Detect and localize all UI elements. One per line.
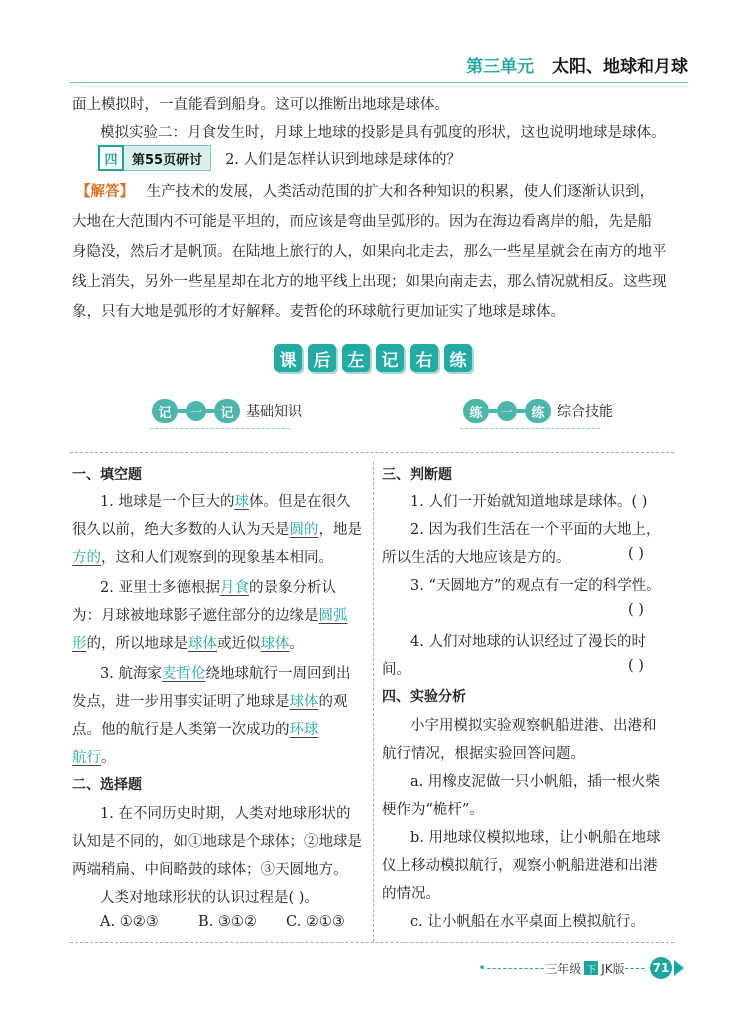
topic-title: 太阳、地球和月球 <box>552 57 688 77</box>
mc-line-3: 两端稍扁、中间略鼓的球体；③天圆地方。 <box>72 862 348 878</box>
research-heading <box>98 146 461 170</box>
answer-line-2: 大地在大范围内不可能是平坦的，而应该是弯曲呈弧形的。因为在海边看离岸的船，先是船 <box>72 214 652 230</box>
judge-4-line-2: 间。 <box>382 662 411 678</box>
judge-2-paren: ( ) <box>628 546 644 562</box>
q3-line-1 <box>100 662 350 683</box>
mc-line-1: 1. 在不同历史时期，人类对地球形状的 <box>100 806 351 822</box>
mc-line-2: 认知是不同的，如①地球是个球体；②地球是 <box>72 834 362 850</box>
answer-line-5: 象，只有大地是弧形的才好解释。麦哲伦的环球航行更加证实了地球是球体。 <box>72 304 565 320</box>
q3-line-2 <box>72 690 348 711</box>
pill-char: 记 <box>152 399 178 423</box>
text: 1. 地球是一个巨大的 <box>100 494 235 510</box>
text: 的观 <box>318 694 348 710</box>
right-section-label: 综合技能 <box>557 404 613 420</box>
q1-line-1 <box>100 490 350 511</box>
pill-char: 练 <box>463 399 489 423</box>
answer-blank: 麦哲伦 <box>161 666 206 682</box>
answer-line-4: 线上消失，另外一些星星却在北方的地平线上出现；如果向南走去，那么情况就相反。这些现 <box>72 274 667 290</box>
judge-3-paren: ( ) <box>628 602 644 618</box>
arrow-right-icon <box>674 960 684 976</box>
judge-4-line-1: 4. 人们对地球的认识经过了漫长的时 <box>410 634 646 650</box>
left-pill <box>152 399 240 423</box>
right-head-underline <box>460 428 600 429</box>
text: 3. 航海家 <box>100 666 162 682</box>
footer-edition: JK版 <box>601 961 625 976</box>
answer-blank: 球 <box>234 494 249 510</box>
q1-line-3 <box>72 546 333 567</box>
section-banner <box>274 344 472 372</box>
answer-text: 生产技术的发展，人类活动范围的扩大和各种知识的积累，使人们逐渐认识到， <box>146 184 655 200</box>
pill-connector <box>517 409 525 413</box>
answer-tag: 【解答】 <box>76 184 134 200</box>
q3-line-3 <box>72 718 319 739</box>
judge-2-line-1: 2. 因为我们生活在一个平面的大地上， <box>410 522 661 538</box>
pill-connector <box>206 409 214 413</box>
answer-blank: 航行 <box>72 750 101 766</box>
mc-option-a: A. ①②③ <box>100 914 159 930</box>
answer-blank: 圆弧 <box>318 608 348 624</box>
banner-char: 后 <box>308 344 336 372</box>
answer-blank: 球体 <box>289 694 319 710</box>
exp-line-6: 仪上移动模拟航行，观察小帆船进港和出港 <box>382 858 658 874</box>
fill-blank-title: 一、填空题 <box>72 467 142 483</box>
intro-line-2: 模拟实验二：月食发生时，月球上地球的投影是具有弧度的形状，这也说明地球是球体。 <box>100 125 666 141</box>
text: 。 <box>289 636 304 652</box>
text: 的，所以地球是 <box>86 636 188 652</box>
bottom-rule <box>70 942 674 943</box>
exp-line-4: 梗作为“桅杆”。 <box>382 802 484 818</box>
mc-line-4: 人类对地球形状的认识过程是( )。 <box>100 890 319 906</box>
answer-line-3: 身隐没，然后才是帆顶。在陆地上旅行的人，如果向北走去，那么一些星星就会在南方的地平 <box>72 244 667 260</box>
text: 或近似 <box>217 636 261 652</box>
q2-line-3 <box>72 632 304 653</box>
text: 2. 亚里士多德根据 <box>100 580 220 596</box>
pill-connector <box>178 409 186 413</box>
banner-char: 练 <box>444 344 472 372</box>
answer-blank: 球体 <box>260 636 290 652</box>
research-number: 四 <box>98 145 124 171</box>
banner-char: 记 <box>376 344 404 372</box>
top-rule <box>70 452 674 453</box>
mc-option-c: C. ②①③ <box>286 914 345 930</box>
exp-line-1: 小宇用模拟实验观察帆船进港、出港和 <box>410 718 657 734</box>
text: 体。但是在很久 <box>248 494 351 510</box>
right-section-head <box>463 399 613 423</box>
text: 发点，进一步用事实证明了地球是 <box>72 694 290 710</box>
text: 绕地球航行一周回到出 <box>205 666 351 682</box>
banner-char: 课 <box>274 344 302 372</box>
pill-connector <box>489 409 497 413</box>
left-section-label: 基础知识 <box>246 404 302 420</box>
answer-blank: 形 <box>72 636 87 652</box>
pill-char: 一 <box>497 401 517 421</box>
answer-blank: 球体 <box>188 636 217 652</box>
text: ，这和人们观察到的现象基本相同。 <box>101 550 333 566</box>
judge-4-paren: ( ) <box>628 658 644 674</box>
research-label: 第55页研讨 <box>124 145 211 171</box>
text: 。 <box>101 750 116 766</box>
q2-line-1 <box>100 576 336 597</box>
exp-line-3: a. 用橡皮泥做一只小帆船，插一根火柴 <box>410 774 660 790</box>
exp-line-5: b. 用地球仪模拟地球，让小帆船在地球 <box>410 830 661 846</box>
answer-blank: 月食 <box>219 580 249 596</box>
text: 很久以前，绝大多数的人认为天是 <box>72 522 290 538</box>
footer-dashes: •----------- <box>478 961 546 975</box>
q2-line-2 <box>72 604 348 625</box>
q3-line-4 <box>72 746 116 767</box>
text: 的景象分析认 <box>248 580 336 596</box>
page-number: 71 <box>650 957 672 979</box>
answer-blank: 方的 <box>72 550 101 566</box>
pill-char: 一 <box>186 401 206 421</box>
answer-line-1 <box>76 180 674 201</box>
header-rule <box>70 82 688 83</box>
column-divider <box>373 462 374 942</box>
judge-1: 1. 人们一开始就知道地球是球体。( ) <box>410 494 648 510</box>
answer-blank: 圆的 <box>289 522 319 538</box>
pill-char: 记 <box>214 399 240 423</box>
experiment-title: 四、实验分析 <box>382 689 466 705</box>
right-pill <box>463 399 551 423</box>
mc-option-b: B. ③①② <box>198 914 257 930</box>
page-header <box>466 52 688 77</box>
judge-3: 3. “天圆地方”的观点有一定的科学性。 <box>410 578 661 594</box>
exp-line-7: 的情况。 <box>382 886 440 902</box>
exp-line-2: 航行情况，根据实验回答问题。 <box>382 746 585 762</box>
answer-blank: 环球 <box>289 722 319 738</box>
judge-2-line-2: 所以生活的大地应该是方的。 <box>382 550 571 566</box>
q1-line-2 <box>72 518 362 539</box>
page-footer <box>479 957 684 979</box>
pill-char: 练 <box>525 399 551 423</box>
research-question: 2. 人们是怎样认识到地球是球体的？ <box>225 151 462 168</box>
footer-dashes: ---- <box>624 961 646 975</box>
left-head-underline <box>150 428 290 429</box>
text: ，地是 <box>318 522 362 538</box>
choice-title: 二、选择题 <box>72 777 142 793</box>
footer-term: 下 <box>584 961 598 975</box>
text: 点。他的航行是人类第一次成功的 <box>72 722 290 738</box>
intro-line-1: 面上模拟时，一直能看到船身。这可以推断出地球是球体。 <box>72 97 449 113</box>
banner-char: 右 <box>410 344 438 372</box>
banner-char: 左 <box>342 344 370 372</box>
judge-title: 三、判断题 <box>382 467 452 483</box>
exp-line-8: c. 让小帆船在水平桌面上模拟航行。 <box>410 914 645 930</box>
text: 为：月球被地球影子遮住部分的边缘是 <box>72 608 319 624</box>
left-section-head <box>152 399 302 423</box>
footer-grade: 三年级 <box>545 961 582 976</box>
unit-title: 第三单元 <box>466 57 535 77</box>
